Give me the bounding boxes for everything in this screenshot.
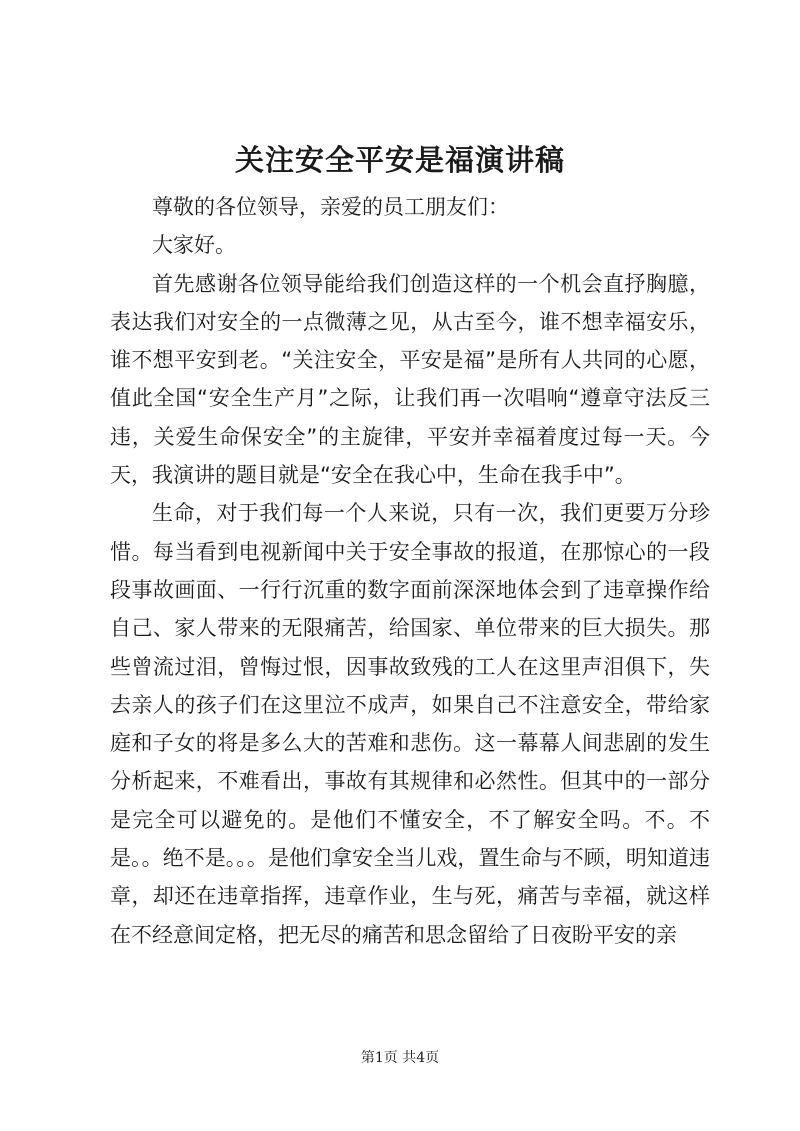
document-body — [110, 188, 710, 954]
intro-paragraph: 首先感谢各位领导能给我们创造这样的一个机会直抒胸臆，表达我们对安全的一点微薄之见，从古至今，谁不想幸福安乐，谁不想平安到老。“关注安全，平安是福”是所有人共同的心愿，值此全国“安全生产月”之际，让我们再一次唱响“遵章守法反三违，关爱生命保安全”的主旋律，平安并幸福着度过每一天。今天，我演讲的题目就是“安全在我心中，生命在我手中”。 — [110, 271, 710, 488]
salutation-paragraph: 大家好。 — [152, 233, 236, 258]
body-paragraph: 生命，对于我们每一个人来说，只有一次，我们更要万分珍惜。每当看到电视新闻中关于安全事故的报道，在那惊心的一段段事故画面、一行行沉重的数字面前深深地体会到了违章操作给自己、家人带来的无限痛苦，给国家、单位带来的巨大损失。那些曾流过泪，曾悔过恨，因事故致残的工人在这里声泪俱下，失去亲人的孩子们在这里泣不成声，如果自己不注意安全，带给家庭和子女的将是多么大的苦难和悲伤。这一幕幕人间悲剧的发生分析起来，不难看出，事故有其规律和必然性。但其中的一部分是完全可以避免的。是他们不懂安全，不了解安全吗。不。不是。。绝不是。。。是他们拿安全当儿戏，置生命与不顾，明知道违章，却还在违章指挥，违章作业，生与死，痛苦与幸福，就这样在不经意间定格，把无尽的痛苦和思念留给了日夜盼平安的亲 — [110, 501, 710, 947]
document-title: 关注安全平安是福演讲稿 — [234, 143, 565, 177]
page-footer: 第1页 共4页 — [360, 1050, 440, 1066]
greeting-paragraph: 尊敬的各位领导，亲爱的员工朋友们： — [152, 195, 509, 219]
